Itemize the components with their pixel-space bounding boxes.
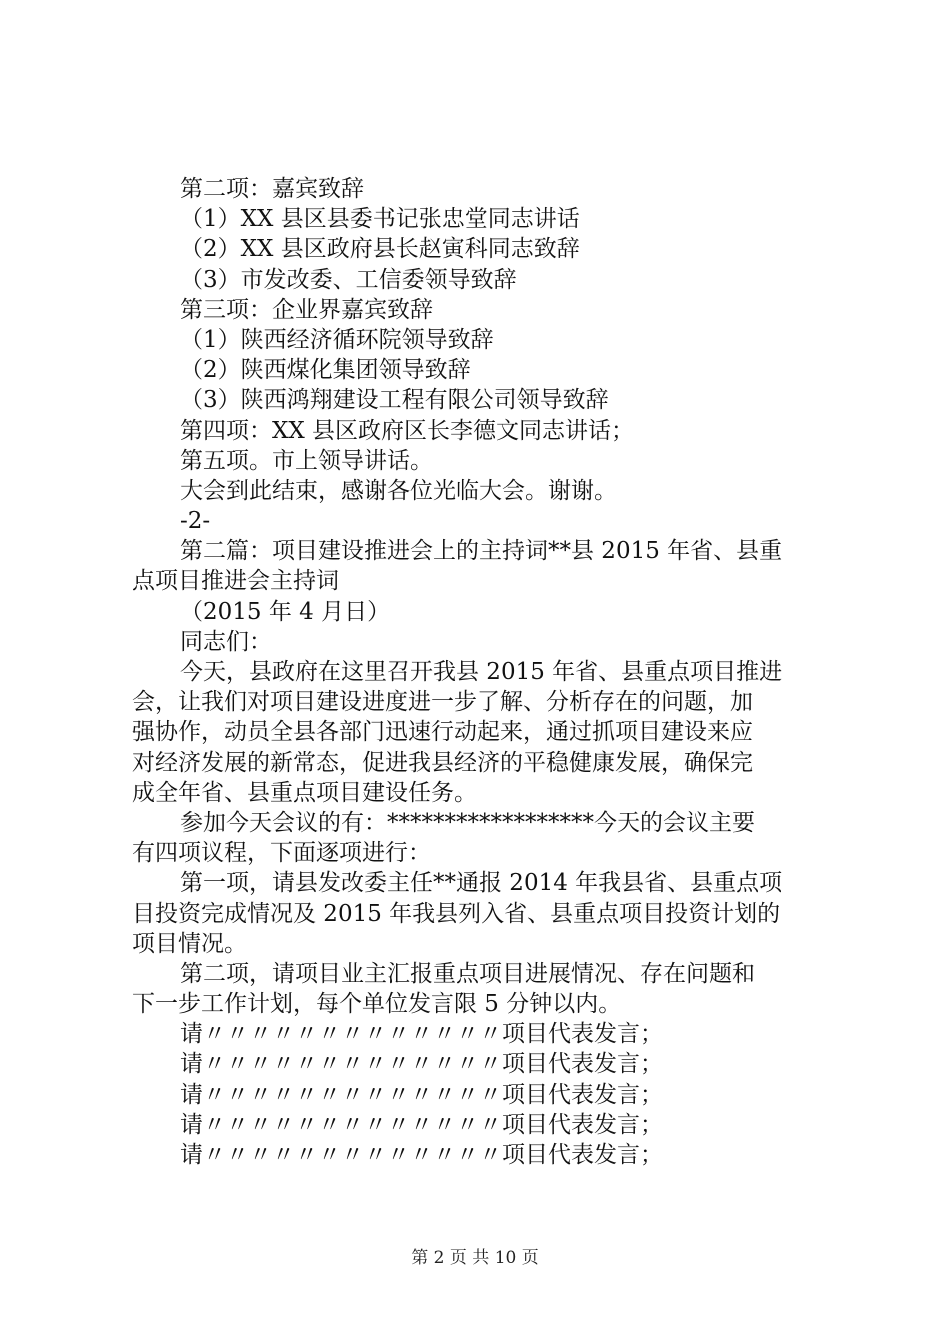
agenda-item-3-title: 第三项：企业界嘉宾致辞 [180,296,433,323]
agenda-item-2-title: 第二项：嘉宾致辞 [180,176,364,202]
speaker-line: 请〃〃〃〃〃〃〃〃〃〃〃〃〃项目代表发言； [180,1081,663,1108]
agenda-item-3-line: （1）陕西经济循环院领导致辞 [180,326,494,353]
speaker-line: 请〃〃〃〃〃〃〃〃〃〃〃〃〃项目代表发言； [180,1021,663,1048]
speaker-line: 请〃〃〃〃〃〃〃〃〃〃〃〃〃项目代表发言； [180,1111,663,1138]
agenda-item-5: 第五项。市上领导讲话。 [180,447,433,474]
salutation: 同志们： [180,628,272,655]
section-heading-line-1: 第二篇：项目建设推进会上的主持词**县 2015 年省、县重 [180,538,783,565]
paragraph-3-line: 目投资完成情况及 2015 年我县列入省、县重点项目投资计划的 [132,900,781,927]
paragraph-1-line: 成全年省、县重点项目建设任务。 [132,779,477,806]
paragraph-1-line: 强协作，动员全县各部门迅速行动起来，通过抓项目建设来应 [132,719,753,746]
paragraph-1-line: 对经济发展的新常态，促进我县经济的平稳健康发展，确保完 [132,749,753,776]
agenda-item-4: 第四项：XX 县区政府区长李德文同志讲话； [180,417,635,444]
section-date: （2015 年 4 月日） [180,598,391,625]
speaker-line: 请〃〃〃〃〃〃〃〃〃〃〃〃〃项目代表发言； [180,1051,663,1078]
paragraph-3-line: 项目情况。 [132,930,247,957]
paragraph-4-line: 下一步工作计划，每个单位发言限 5 分钟以内。 [132,991,622,1018]
speaker-line: 请〃〃〃〃〃〃〃〃〃〃〃〃〃项目代表发言； [180,1142,663,1168]
agenda-item-3-line: （2）陕西煤化集团领导致辞 [180,357,471,384]
paragraph-3-line: 第一项，请县发改委主任**通报 2014 年我县省、县重点项 [180,870,783,897]
agenda-item-3-line: （3）陕西鸿翔建设工程有限公司领导致辞 [180,387,609,414]
paragraph-1-line: 今天，县政府在这里召开我县 2015 年省、县重点项目推进 [180,659,783,685]
closing-remark: 大会到此结束，感谢各位光临大会。谢谢。 [180,477,617,504]
document-body [132,174,840,1170]
page-mark: -2- [180,508,211,535]
paragraph-4-line: 第二项，请项目业主汇报重点项目进展情况、存在问题和 [180,960,755,987]
section-heading-line-2: 点项目推进会主持词 [132,568,339,595]
agenda-item-2-line: （3）市发改委、工信委领导致辞 [180,266,517,293]
agenda-item-2-line: （2）XX 县区政府县长赵寅科同志致辞 [180,236,580,263]
agenda-item-2-line: （1）XX 县区县委书记张忠堂同志讲话 [180,206,580,233]
paragraph-2-line: 参加今天会议的有：******************今天的会议主要 [180,809,755,836]
paragraph-2-line: 有四项议程，下面逐项进行： [132,840,431,867]
paragraph-1-line: 会，让我们对项目建设进度进一步了解、分析存在的问题，加 [132,689,753,716]
page-footer: 第 2 页 共 10 页 [411,1248,539,1268]
